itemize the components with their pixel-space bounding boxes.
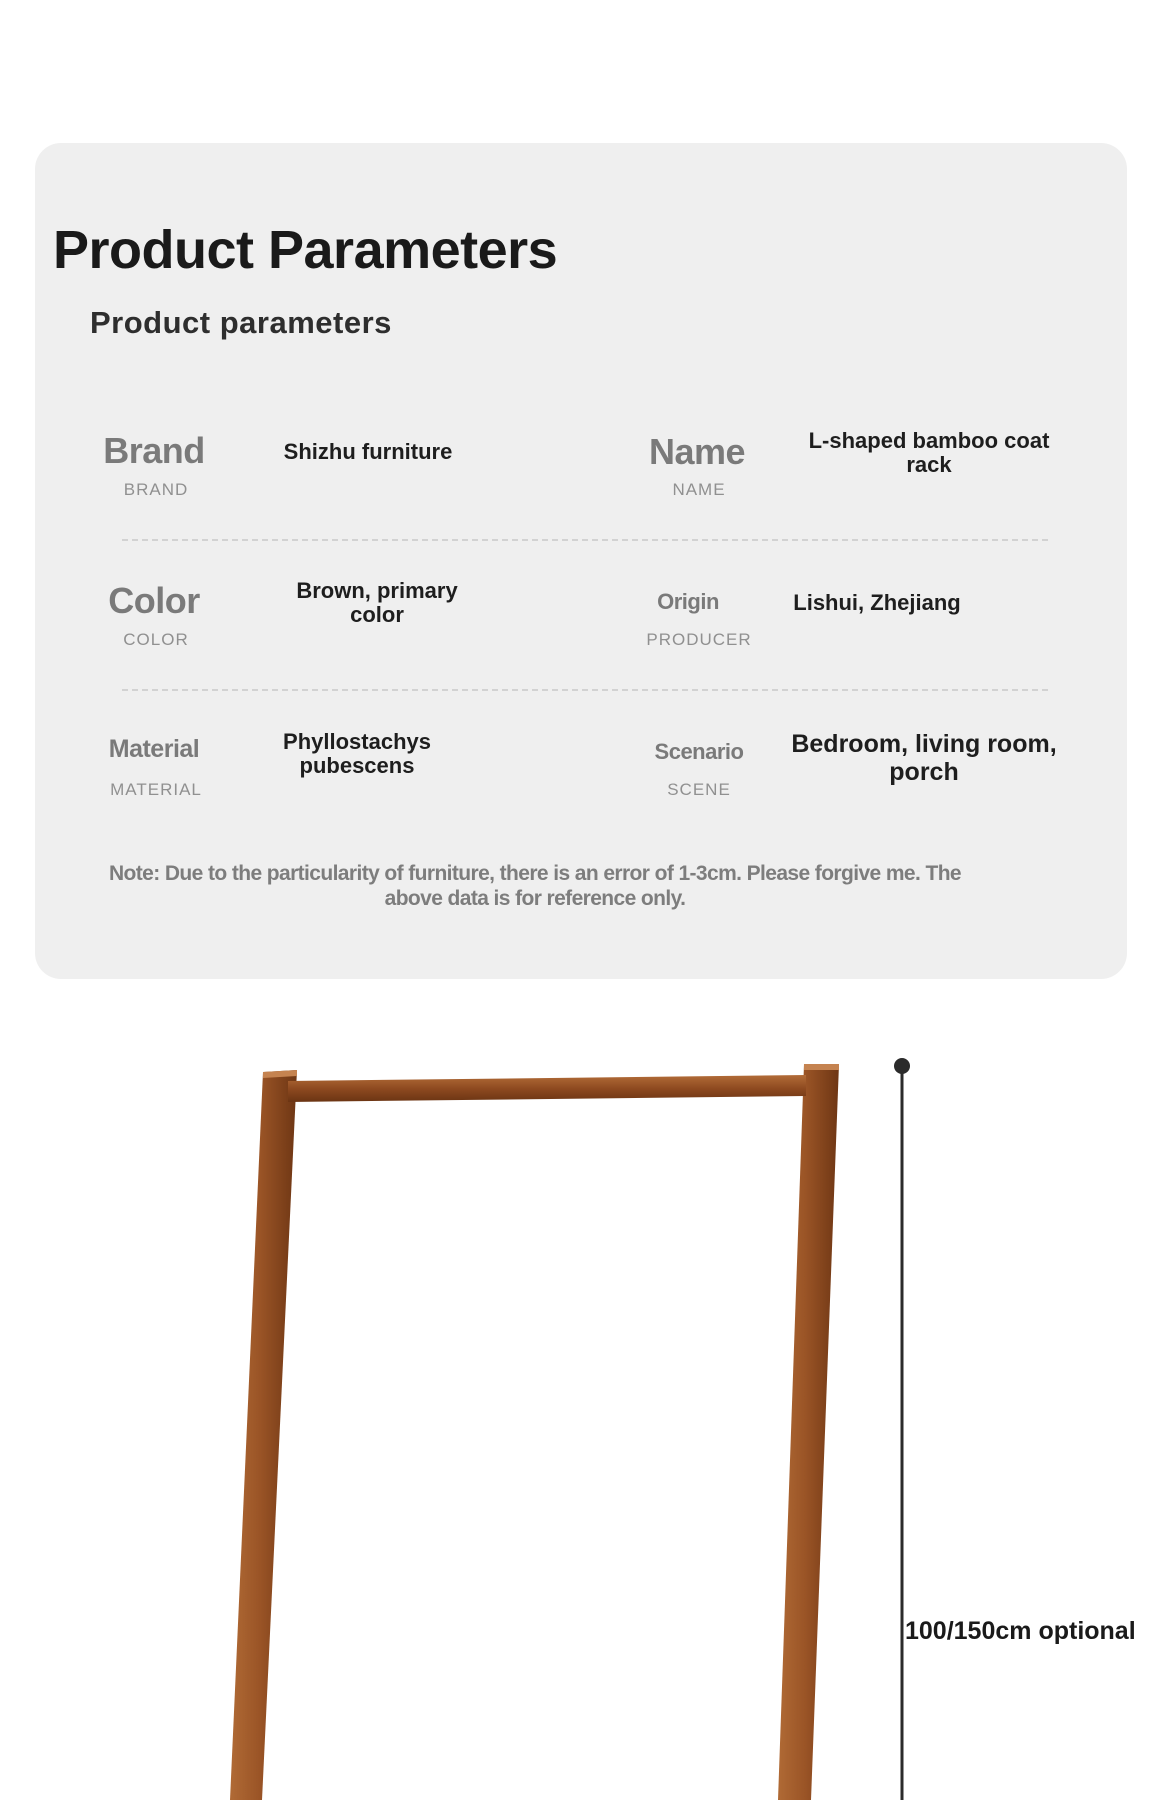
color-value (296, 579, 457, 627)
scenario-value (791, 730, 1056, 786)
scenario-value-line1: Bedroom, living room, (791, 730, 1057, 758)
material-sublabel: MATERIAL (110, 780, 202, 799)
note-line2: above data is for reference only. (384, 887, 686, 910)
name-value (809, 429, 1050, 477)
material-value-line2: pubescens (299, 753, 415, 778)
row-divider-1 (122, 539, 1048, 541)
scenario-value-line2: porch (889, 758, 959, 786)
coat-rack-illustration (0, 1020, 1163, 1800)
height-dimension-label: 100/150cm optional (905, 1617, 1136, 1645)
parameters-card (35, 143, 1127, 979)
disclaimer-note (35, 861, 1035, 911)
color-value-line2: color (350, 602, 404, 627)
note-line1: Note: Due to the particularity of furniture, there is an error of 1-3cm. Please forgive me. The (108, 862, 962, 885)
color-label: Color (108, 580, 200, 621)
scenario-label: Scenario (654, 739, 744, 764)
top-rail (288, 1075, 806, 1102)
material-value (283, 730, 431, 778)
color-sublabel: COLOR (123, 630, 189, 649)
scenario-sublabel: SCENE (667, 780, 731, 799)
brand-value: Shizhu furniture (283, 439, 453, 464)
origin-label: Origin (657, 589, 719, 614)
origin-value: Lishui, Zhejiang (793, 590, 961, 615)
brand-sublabel: BRAND (123, 480, 189, 499)
origin-sublabel: PRODUCER (646, 630, 752, 649)
material-label: Material (108, 735, 200, 763)
name-label: Name (648, 431, 746, 472)
name-value-line2: rack (906, 452, 952, 477)
section-subtitle: Product parameters (90, 305, 392, 340)
color-value-line1: Brown, primary (296, 578, 458, 603)
right-post-cap (804, 1064, 839, 1070)
page-title: Product Parameters (53, 220, 558, 280)
brand-label: Brand (103, 430, 205, 471)
left-post (230, 1070, 297, 1800)
coat-rack-drawing (0, 1020, 1163, 1800)
row-divider-2 (122, 689, 1048, 691)
name-sublabel: NAME (672, 480, 726, 499)
name-value-line1: L-shaped bamboo coat (808, 428, 1050, 453)
material-value-line1: Phyllostachys (283, 729, 431, 754)
right-post (778, 1064, 839, 1800)
